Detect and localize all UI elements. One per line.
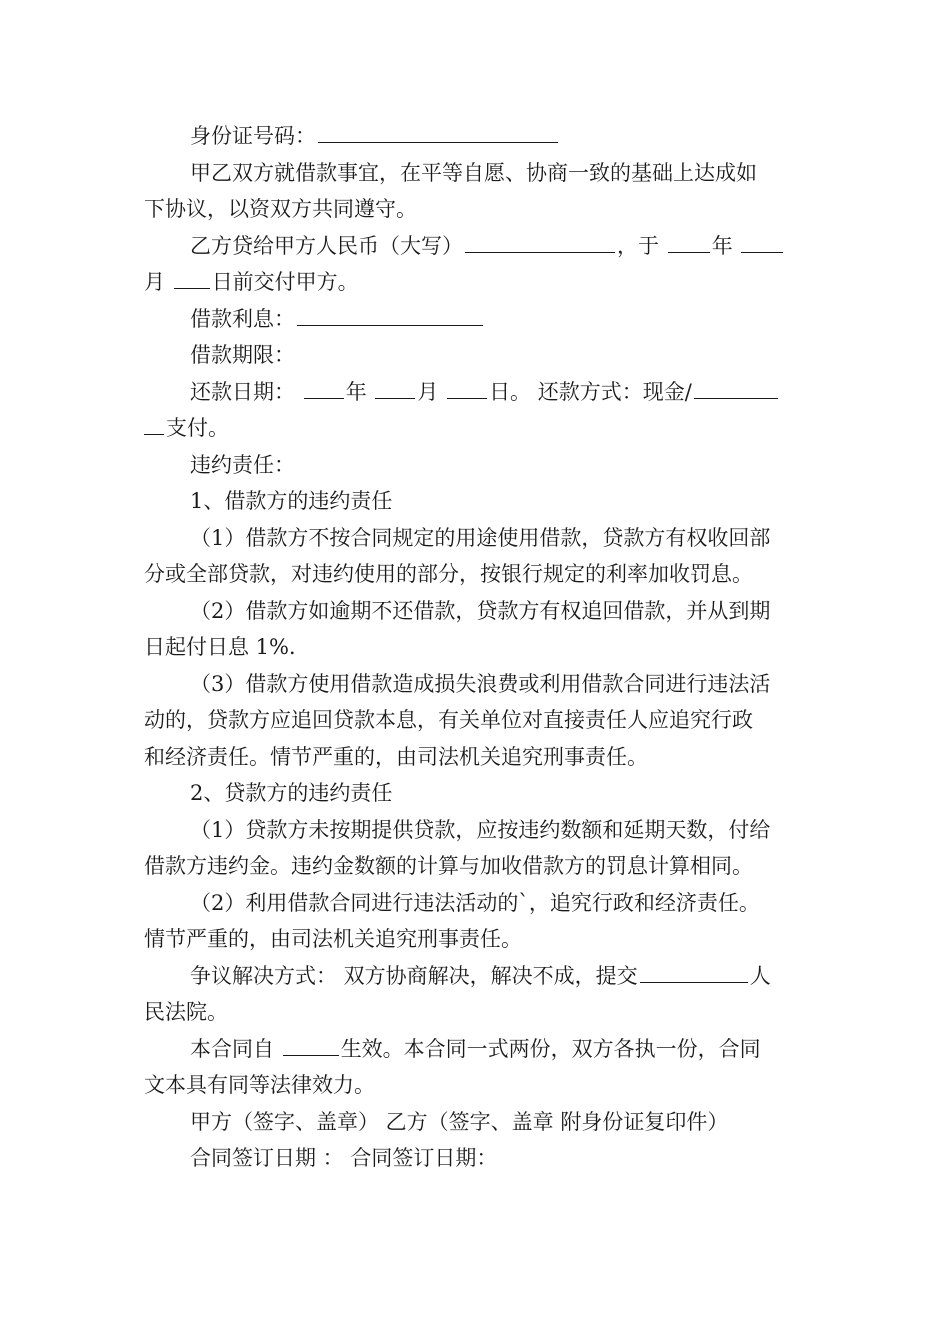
lender-title-line — [144, 775, 808, 812]
borrower-clause-3-line-1 — [144, 666, 808, 703]
repayment-line-1 — [144, 374, 808, 411]
loan-year-blank[interactable] — [668, 230, 710, 253]
effect-text-2: 文本具有同等法律效力。 — [144, 1073, 375, 1097]
repay-year-label: 年 — [345, 379, 367, 404]
borrower-clause-1-text-2: 分或全部贷款，对违约使用的部分，按银行规定的利率加收罚息。 — [144, 562, 753, 586]
lender-clause-2-line-1 — [144, 885, 808, 922]
borrower-clause-1-line-2 — [144, 556, 808, 593]
repay-method-label: 日。 还款方式：现金/ — [489, 379, 692, 404]
effective-date-blank[interactable] — [283, 1033, 339, 1056]
repay-day-blank[interactable] — [447, 376, 487, 399]
borrower-clause-2-line-2 — [144, 629, 808, 666]
dispute-line-1 — [144, 958, 808, 995]
repay-month-label: 月 — [417, 379, 439, 404]
repay-date-label: 还款日期： — [190, 379, 295, 404]
loan-amount-label: 乙方贷给甲方人民币（大写） — [190, 233, 463, 258]
loan-date-prefix: ，于 — [617, 233, 659, 258]
repay-year-blank[interactable] — [304, 376, 344, 399]
interest-label: 借款利息： — [190, 306, 295, 331]
borrower-clause-3-text-3: 和经济责任。情节严重的，由司法机关追究刑事责任。 — [144, 744, 648, 769]
effect-line-2 — [144, 1067, 808, 1104]
repay-month-blank[interactable] — [375, 376, 415, 399]
borrower-clause-1-text-1: （1）借款方不按合同规定的用途使用借款，贷款方有权收回部 — [190, 525, 771, 550]
lender-clause-1-line-1 — [144, 812, 808, 849]
loan-amount-blank[interactable] — [465, 230, 615, 253]
lender-clause-2-text-1: （2）利用借款合同进行违法活动的`，追究行政和经济责任。 — [190, 890, 760, 915]
dispute-text: 争议解决方式： 双方协商解决，解决不成，提交 — [190, 963, 638, 988]
borrower-clause-3-text-1: （3）借款方使用借款造成损失浪费或利用借款合同进行违法活 — [190, 671, 771, 696]
intro-line-2 — [144, 191, 808, 228]
effect-line-1 — [144, 1031, 808, 1068]
repayment-line-2 — [144, 410, 808, 447]
repay-method-blank[interactable] — [694, 376, 778, 399]
effect-prefix: 本合同自 — [190, 1036, 274, 1061]
loan-year-label: 年 — [711, 233, 733, 258]
intro-text-2: 下协议，以资双方共同遵守。 — [144, 197, 417, 221]
loan-amount-line-2 — [144, 264, 808, 301]
dispute-suffix: 人 — [749, 963, 771, 988]
lender-clause-1-line-2 — [144, 848, 808, 885]
breach-title: 违约责任： — [190, 452, 295, 477]
borrower-breach-title: 1、借款方的违约责任 — [190, 489, 393, 513]
lender-clause-2-text-2: 情节严重的，由司法机关追究刑事责任。 — [144, 927, 522, 951]
signature-line — [144, 1104, 808, 1141]
breach-title-line — [144, 447, 808, 484]
borrower-clause-3-line-3 — [144, 739, 808, 776]
signature-text: 甲方（签字、盖章） 乙方（签字、盖章 附身份证复印件） — [190, 1109, 729, 1134]
dispute-text-2: 民法院。 — [144, 1000, 228, 1024]
borrower-clause-3-line-2 — [144, 702, 808, 739]
lender-breach-title: 2、贷款方的违约责任 — [190, 781, 393, 805]
contract-body — [144, 118, 808, 1177]
sign-date-text: 合同签订日期 ： 合同签订日期： — [190, 1146, 498, 1170]
dispute-line-2 — [144, 994, 808, 1031]
court-blank[interactable] — [640, 960, 748, 983]
sign-date-line — [144, 1140, 808, 1177]
borrower-clause-2-text-2: 日起付日息 1%． — [144, 635, 310, 659]
term-line — [144, 337, 808, 374]
loan-day-blank[interactable] — [174, 266, 210, 289]
repay-method-blank-cont[interactable] — [144, 412, 164, 435]
repay-method-text: 支付。 — [166, 416, 229, 440]
lender-clause-1-text-2: 借款方违约金。违约金数额的计算与加收借款方的罚息计算相同。 — [144, 854, 753, 878]
effect-text: 生效。本合同一式两份，双方各执一份，合同 — [340, 1036, 761, 1061]
borrower-clause-2-text-1: （2）借款方如逾期不还借款，贷款方有权追回借款，并从到期 — [190, 598, 771, 623]
lender-clause-2-line-2 — [144, 921, 808, 958]
loan-day-text: 日前交付甲方。 — [211, 270, 359, 294]
lender-clause-1-text-1: （1）贷款方未按期提供贷款，应按违约数额和延期天数，付给 — [190, 817, 771, 842]
id-number-line — [144, 118, 808, 155]
borrower-clause-3-text-2: 动的，贷款方应追回贷款本息，有关单位对直接责任人应追究行政 — [144, 708, 753, 732]
term-label: 借款期限： — [190, 343, 295, 367]
intro-text-1: 甲乙双方就借款事宜，在平等自愿、协商一致的基础上达成如 — [190, 160, 757, 185]
borrower-clause-2-line-1 — [144, 593, 808, 630]
loan-month-blank[interactable] — [741, 230, 783, 253]
interest-blank[interactable] — [297, 303, 483, 326]
id-number-blank[interactable] — [318, 120, 558, 143]
borrower-title-line — [144, 483, 808, 520]
interest-line — [144, 301, 808, 338]
loan-month-label: 月 — [144, 270, 165, 294]
borrower-clause-1-line-1 — [144, 520, 808, 557]
intro-line-1 — [144, 155, 808, 192]
loan-amount-line-1 — [144, 228, 808, 265]
id-number-label: 身份证号码： — [190, 124, 316, 148]
